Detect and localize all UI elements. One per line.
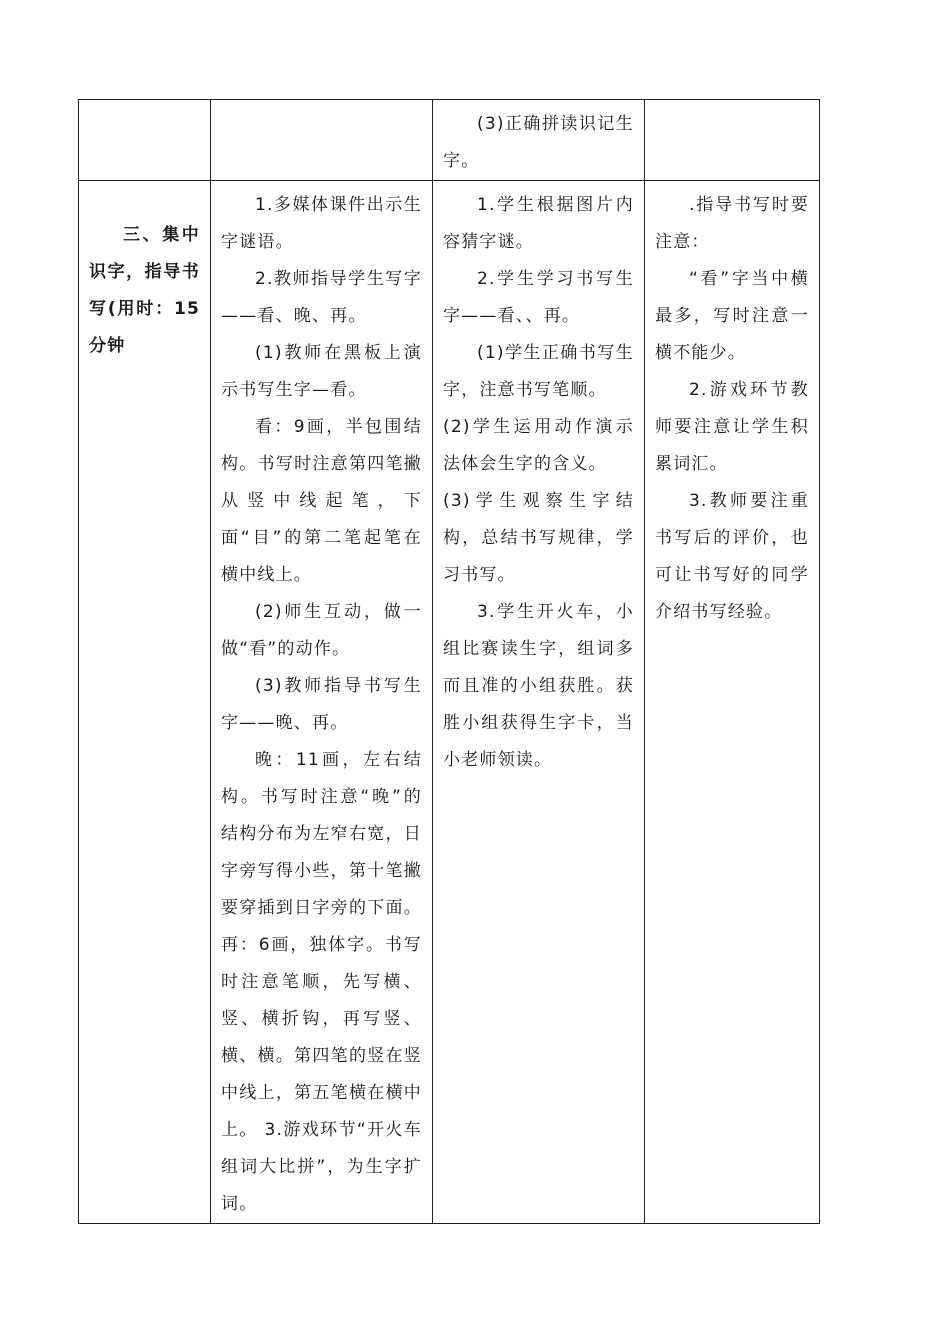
design-notes-text: .指导书写时要注意： [655,195,809,252]
student-activity-text: 2.学生学习书写生字——看、、再。 [443,269,634,326]
teacher-activity-cell [211,181,433,1224]
teacher-activity-text: 1.多媒体课件出示生字谜语。 [221,195,422,252]
stage-title: 三、集中识字，指导书写(用时：15分钟 [89,225,200,356]
student-activity-text: 1.学生根据图片内容猜字谜。 [443,195,634,252]
table-row [79,100,820,181]
stage-cell [79,181,211,1224]
student-activity-text: 3.学生开火车，小组比赛读生字，组词多而且准的小组获胜。获胜小组获得生字卡，当小老师领读。 [443,602,634,770]
design-notes-text: 3.教师要注重书写后的评价，也可让书写好的同学介绍书写经验。 [655,491,809,622]
stage-cell [79,100,211,181]
student-activity-text: (3)正确拼读识记生字。 [443,114,634,171]
teacher-activity-text: 晚：11画，左右结构。书写时注意“晚”的结构分布为左窄右宽，日字旁写得小些，第十笔撇要穿插到日字旁的下面。再：6画，独体字。书写时注意笔顺，先写横、竖、横折钩，再写竖、横、横。第四笔的竖在竖中线上，第五笔横在横中上。 3.游戏环节“开火车组词大比拼”，为生字扩词。 [221,750,422,1214]
teacher-activity-text: 2.教师指导学生写字——看、晚、再。 [221,269,422,326]
student-activity-text: (2)学生运用动作演示法体会生字的含义。 [443,417,634,474]
table-row [79,181,820,1224]
design-notes-text: “看”字当中横最多，写时注意一横不能少。 [655,269,809,363]
design-notes-cell [645,181,820,1224]
student-activity-text: (1)学生正确书写生字，注意书写笔顺。 [443,343,634,400]
student-activity-cell [433,100,645,181]
student-activity-cell [433,181,645,1224]
lesson-plan-table [78,99,820,1224]
teacher-activity-text: (2)师生互动，做一做“看”的动作。 [221,602,422,659]
design-notes-cell [645,100,820,181]
design-notes-text: 2.游戏环节教师要注意让学生积累词汇。 [655,380,809,474]
teacher-activity-text: (3)教师指导书写生字——晚、再。 [221,676,422,733]
teacher-activity-text: (1)教师在黑板上演示书写生字—看。 [221,343,422,400]
student-activity-text: (3)学生观察生字结构，总结书写规律，学习书写。 [443,491,634,585]
teacher-activity-cell [211,100,433,181]
teacher-activity-text: 看：9画，半包围结构。书写时注意第四笔撇从竖中线起笔，下面“目”的第二笔起笔在横中线上。 [221,417,422,585]
